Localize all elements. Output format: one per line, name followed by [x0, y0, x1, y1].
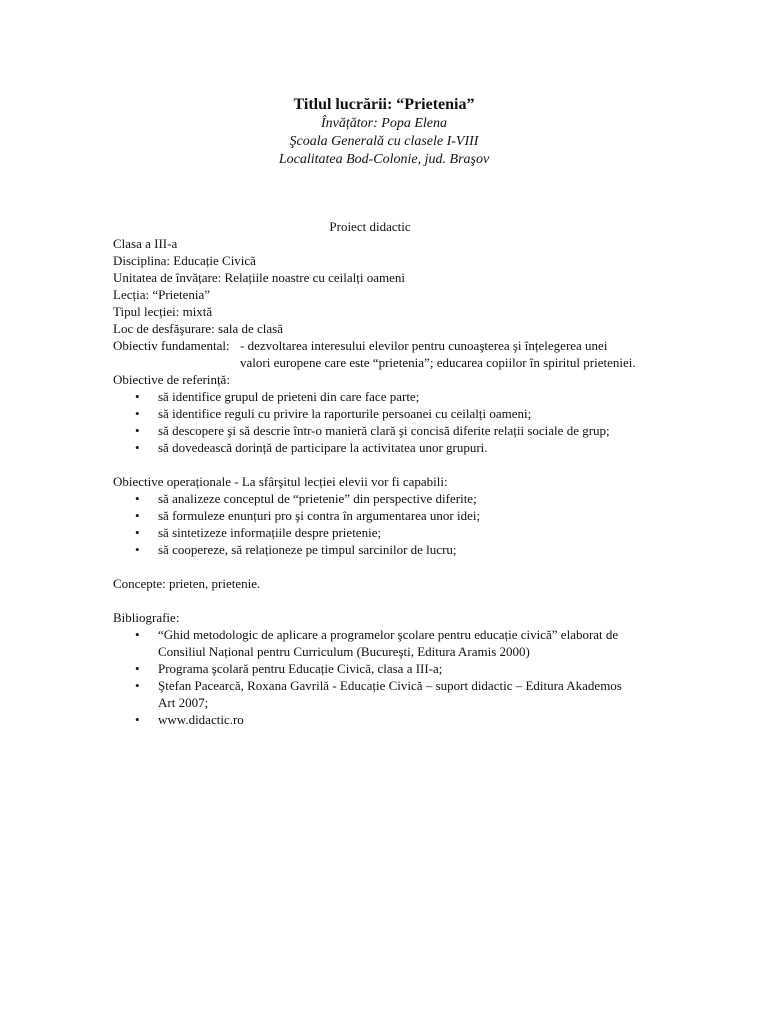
document-title: Titlul lucrării: “Prietenia” [293, 96, 475, 113]
teacher-name: Învățător: Popa Elena [321, 116, 447, 131]
field-lesson-type: Tipul lecției: mixtă [113, 304, 213, 319]
document-body [113, 218, 673, 728]
list-item [113, 524, 673, 541]
bullet-icon: • [135, 491, 140, 506]
list-item [113, 490, 673, 507]
list-item [113, 541, 673, 558]
spacer [113, 558, 673, 575]
bullet-icon: • [135, 525, 140, 540]
list-item-text: să coopereze, să relaționeze pe timpul sarcinilor de lucru; [158, 542, 457, 557]
fundamental-objective [113, 337, 673, 371]
spacer [113, 456, 673, 473]
field-lesson: Lecția: “Prietenia” [113, 287, 211, 302]
list-item-text: să sintetizeze informațiile despre prietenie; [158, 525, 382, 540]
list-item [113, 507, 673, 524]
fundamental-objective-label: Obiectiv fundamental: [113, 338, 230, 353]
doc-type-heading: Proiect didactic [329, 219, 411, 234]
concepts: Concepte: prieten, prietenie. [113, 576, 261, 591]
field-class: Clasa a III-a [113, 236, 178, 251]
website-link: www.didactic.ro [158, 712, 244, 727]
field-discipline: Disciplina: Educație Civică [113, 253, 256, 268]
bibliography-heading: Bibliografie: [113, 610, 180, 625]
list-item [113, 677, 628, 711]
list-item [113, 711, 628, 728]
list-item-text: “Ghid metodologic de aplicare a programelor şcolare pentru educație civică” elaborat de Consiliul Național pentru Curriculum (Bucureşti, Editura Aramis 2000) [158, 627, 619, 659]
operational-objectives-list [113, 490, 673, 558]
bullet-icon: • [135, 678, 140, 693]
bullet-icon: • [135, 389, 140, 404]
list-item [113, 405, 673, 422]
list-item-text: să descopere şi să descrie într-o manieră clară şi concisă diferite relații sociale de grup; [158, 423, 610, 438]
list-item-text: să dovedească dorință de participare la activitatea unor grupuri. [158, 440, 488, 455]
bullet-icon: • [135, 423, 140, 438]
field-unit: Unitatea de învățare: Relațiile noastre cu ceilalți oameni [113, 270, 406, 285]
list-item [113, 660, 628, 677]
locality: Localitatea Bod-Colonie, jud. Braşov [278, 152, 490, 167]
document-header [0, 95, 768, 169]
list-item-text: Programa şcolară pentru Educație Civică, clasa a III-a; [158, 661, 443, 676]
list-item [113, 422, 673, 439]
list-item [113, 626, 628, 660]
list-item-text: Ştefan Pacearcă, Roxana Gavrilă - Educație Civică – suport didactic – Editura Akademos Art 2007; [158, 678, 622, 710]
bullet-icon: • [135, 712, 140, 727]
list-item-text: să analizeze conceptul de “prietenie” din perspective diferite; [158, 491, 477, 506]
list-item [113, 439, 673, 456]
bullet-icon: • [135, 627, 140, 642]
bibliography-list [113, 626, 628, 728]
bullet-icon: • [135, 661, 140, 676]
reference-objectives-heading: Obiective de referință: [113, 372, 230, 387]
reference-objectives-list [113, 388, 673, 456]
bullet-icon: • [135, 406, 140, 421]
spacer [113, 592, 673, 609]
bullet-icon: • [135, 440, 140, 455]
fundamental-objective-text: - dezvoltarea interesului elevilor pentru cunoaşterea şi înțelegerea unei valori europene care este “prietenia”; educarea copiilor în spiritul prieteniei. [240, 338, 636, 370]
bullet-icon: • [135, 542, 140, 557]
bullet-icon: • [135, 508, 140, 523]
list-item-text: să formuleze enunțuri pro şi contra în argumentarea unor idei; [158, 508, 481, 523]
field-place: Loc de desfăşurare: sala de clasă [113, 321, 283, 336]
operational-objectives-heading: Obiective operaționale - La sfârşitul lecției elevii vor fi capabili: [113, 474, 448, 489]
list-item-text: să identifice reguli cu privire la raporturile persoanei cu ceilalți oameni; [158, 406, 532, 421]
list-item [113, 388, 673, 405]
school-name: Şcoala Generală cu clasele I-VIII [289, 134, 479, 149]
list-item-text: să identifice grupul de prieteni din care face parte; [158, 389, 420, 404]
